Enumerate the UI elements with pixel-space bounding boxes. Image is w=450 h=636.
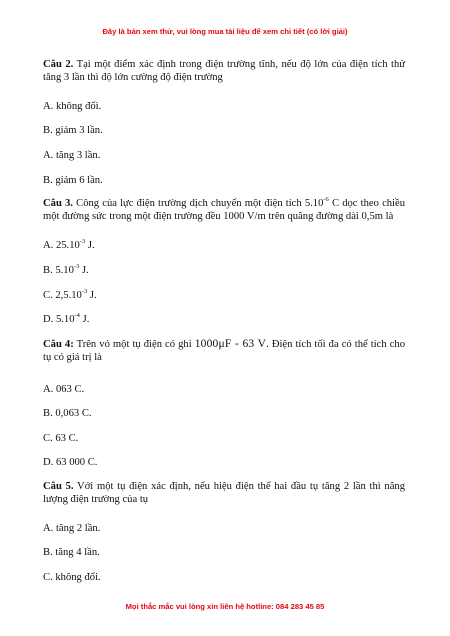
question-label: Câu 4: xyxy=(43,339,74,350)
exponent: -6 xyxy=(323,196,329,203)
option-value: C. 2,5.10 xyxy=(43,290,82,301)
question-text: Trên vỏ một tụ điện có ghi xyxy=(76,339,192,350)
option-a: A. tăng 2 lần. xyxy=(43,523,101,534)
unit: J. xyxy=(79,314,90,325)
option-value: D. 5.10 xyxy=(43,314,75,325)
capacitor-rating: 1000μF - 63 V xyxy=(194,338,267,350)
option-b: B. tăng 4 lần. xyxy=(43,547,100,558)
option-d xyxy=(43,313,89,326)
option-c xyxy=(43,289,97,302)
question-label: Câu 5. xyxy=(43,481,74,492)
question-text-cont: C dọc theo chiều một đường sức trong một điện trường đều 1000 V/m trên quãng đường dài 0,5m là xyxy=(43,198,406,222)
option-a: A. 063 C. xyxy=(43,384,85,395)
question-label: Câu 2. xyxy=(43,59,74,70)
option-d: D. 63 000 C. xyxy=(43,457,98,468)
option-b: B. giảm 3 lần. xyxy=(43,125,103,136)
unit: J. xyxy=(79,265,89,276)
question-text: Tại một điểm xác định trong điện trường tĩnh, nếu độ lớn của điện tích thử tăng 3 lần thì độ lớn cường độ điện trường xyxy=(43,59,405,83)
option-c: C. không đổi. xyxy=(43,572,101,583)
option-value: A. 25.10 xyxy=(43,240,80,251)
exponent: -3 xyxy=(81,288,88,295)
question-4 xyxy=(43,338,405,364)
question-text: Với một tụ điện xác định, nếu hiệu điện thế hai đầu tụ tăng 2 lần thì năng lượng điện trường của tụ xyxy=(43,481,406,505)
unit: J. xyxy=(85,240,95,251)
option-a: A. không đổi. xyxy=(43,101,102,112)
question-2 xyxy=(43,58,405,84)
option-d: B. giảm 6 lần. xyxy=(43,175,103,186)
preview-notice: Đây là bản xem thử, vui lòng mua tài liệu để xem chi tiết (có lời giải) xyxy=(102,27,348,36)
question-3 xyxy=(43,197,405,223)
option-c: A. tăng 3 lần. xyxy=(43,150,101,161)
option-a xyxy=(43,239,95,252)
exponent: -4 xyxy=(74,312,80,319)
option-value: B. 5.10 xyxy=(43,265,74,276)
question-text: Công của lực điện trường dịch chuyển một điện tích 5.10 xyxy=(76,198,324,209)
unit: J. xyxy=(87,290,97,301)
exponent: -3 xyxy=(73,263,80,270)
option-b xyxy=(43,264,89,277)
question-text-cont: . Điện tích tối đa có thể tích cho tụ có giá trị là xyxy=(43,339,406,363)
option-b: B. 0,063 C. xyxy=(43,408,92,419)
hotline-notice: Mọi thắc mắc vui lòng xin liên hệ hotline: 084 283 45 85 xyxy=(125,602,325,611)
question-5 xyxy=(43,480,405,506)
exponent: -3 xyxy=(79,238,86,245)
question-label: Câu 3. xyxy=(43,198,73,209)
option-c: C. 63 C. xyxy=(43,433,79,444)
